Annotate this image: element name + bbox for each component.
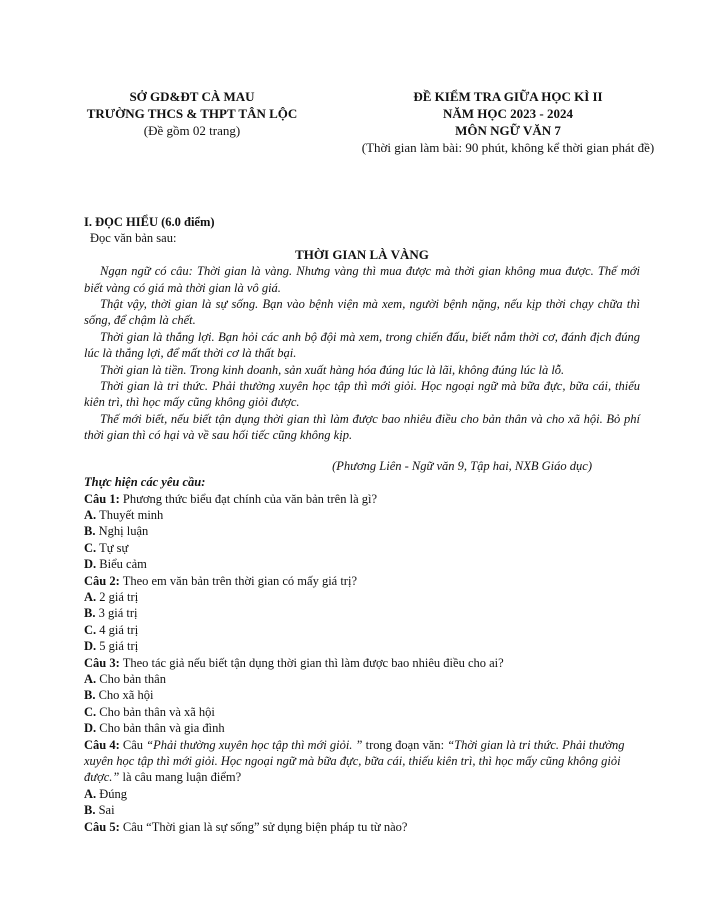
option-label: B. [84, 606, 96, 621]
option-label: B. [84, 688, 96, 703]
option-label: D. [84, 557, 97, 572]
question-text-middle: trong đoạn văn: [362, 737, 448, 752]
question-label: Câu 5: [84, 819, 120, 834]
option-label: A. [84, 671, 97, 686]
option-label: A. [84, 786, 97, 801]
question-quote: “Phải thường xuyên học tập thì mới giỏi. ” [146, 737, 363, 752]
option-b [84, 605, 640, 621]
header-left [72, 88, 312, 139]
option-text: Cho bản thân và xã hội [99, 704, 215, 719]
passage-paragraph: Thời gian là tri thức. Phải thường xuyên học tập thì mới giỏi. Học ngoại ngữ mà bữa đực, bữa cái, thiếu kiên trì, thì học mấy cũng không giỏi được. [84, 379, 640, 410]
passage-paragraph: Thời gian là thắng lợi. Bạn hỏi các anh bộ đội mà xem, trong chiến đấu, biết nắm thời cơ, đánh địch đúng lúc là thắng lợi, để mất thời cơ là thất bại. [84, 329, 640, 361]
option-a [84, 507, 640, 523]
option-text: 5 giá trị [99, 639, 139, 654]
question-label: Câu 1: [84, 491, 120, 506]
question-2 [84, 573, 640, 589]
option-text: 3 giá trị [98, 606, 138, 621]
option-a [84, 589, 640, 605]
question-label: Câu 3: [84, 655, 120, 670]
option-text: Biểu cảm [99, 557, 147, 572]
option-text: Cho bản thân và gia đình [99, 721, 225, 736]
option-a [84, 671, 640, 687]
question-label: Câu 2: [84, 573, 120, 588]
option-text: Tự sự [99, 540, 129, 555]
option-text: 4 giá trị [99, 622, 139, 637]
department-name: SỞ GD&ĐT CÀ MAU [129, 89, 255, 104]
option-text: Đúng [99, 786, 128, 801]
requirements-label: Thực hiện các yêu cầu: [84, 475, 206, 490]
option-text: Nghị luận [98, 524, 149, 539]
passage-title: THỜI GIAN LÀ VÀNG [295, 246, 429, 262]
question-text: Theo tác giả nếu biết tận dụng thời gian thì làm được bao nhiêu điều cho ai? [122, 655, 504, 670]
question-3 [84, 655, 640, 671]
option-c [84, 622, 640, 638]
option-label: C. [84, 704, 97, 719]
question-text-suffix: là câu mang luận điểm? [119, 770, 242, 785]
option-text: Cho xã hội [98, 688, 154, 703]
subject-name: MÔN NGỮ VĂN 7 [455, 123, 561, 138]
option-text: Sai [98, 803, 115, 818]
section-title: I. ĐỌC HIỂU (6.0 điểm) [84, 215, 215, 229]
question-text: Phương thức biểu đạt chính của văn bản trên là gì? [122, 491, 378, 506]
option-label: C. [84, 622, 97, 637]
exam-content [84, 214, 640, 835]
reading-passage [84, 263, 640, 443]
passage-paragraph: Ngạn ngữ có câu: Thời gian là vàng. Nhưng vàng thì mua được mà thời gian không mua được. Thế mới biết vàng có giá mà thời gian là vô giá. [84, 264, 640, 295]
option-d [84, 720, 640, 736]
option-text: Thuyết minh [99, 507, 164, 522]
exam-title: ĐỀ KIỂM TRA GIỮA HỌC KÌ II [413, 89, 603, 104]
question-passage-quote: “Thời gian là tri thức. Phải thường xuyên học tập thì mới giỏi. Học ngoại ngữ mà bữa đực, bữa cái, thiếu kiên trì, thì học mấy cũng không giỏi được.” [84, 737, 625, 785]
passage-paragraph: Thời gian là tiền. Trong kinh doanh, sản xuất hàng hóa đúng lúc là lãi, không đúng lúc là lỗ. [100, 362, 565, 377]
option-label: A. [84, 507, 97, 522]
passage-paragraph: Thật vậy, thời gian là sự sống. Bạn vào bệnh viện mà xem, người bệnh nặng, nếu kịp thời chạy chữa thì sống, để chậm là chết. [84, 297, 640, 328]
option-label: D. [84, 639, 97, 654]
question-label: Câu 4: [84, 737, 120, 752]
question-text-prefix: Câu [122, 737, 147, 752]
option-b [84, 687, 640, 703]
option-text: Cho bản thân [99, 671, 166, 686]
header-right [336, 88, 680, 156]
option-text: 2 giá trị [99, 589, 139, 604]
school-year: NĂM HỌC 2023 - 2024 [443, 106, 573, 121]
option-c [84, 704, 640, 720]
question-5 [84, 819, 640, 835]
option-label: A. [84, 589, 97, 604]
option-a [84, 786, 640, 802]
option-label: D. [84, 721, 97, 736]
reading-instruction: Đọc văn bản sau: [90, 231, 177, 246]
option-c [84, 540, 640, 556]
time-note: (Thời gian làm bài: 90 phút, không kể thời gian phát đề) [361, 140, 655, 155]
passage-paragraph: Thế mới biết, nếu biết tận dụng thời gian thì làm được bao nhiêu điều cho bản thân và cho xã hội. Bỏ phí thời gian thì có hại và về sau hối tiếc cũng không kịp. [84, 411, 640, 443]
passage-source: (Phương Liên - Ngữ văn 9, Tập hai, NXB Giáo dục) [332, 458, 592, 473]
option-label: C. [84, 540, 97, 555]
option-d [84, 556, 640, 572]
question-4 [84, 737, 640, 786]
option-label: B. [84, 524, 96, 539]
option-label: B. [84, 803, 96, 818]
option-d [84, 638, 640, 654]
page-count-note: (Đề gồm 02 trang) [143, 123, 241, 138]
question-text: Theo em văn bản trên thời gian có mấy giá trị? [122, 573, 357, 588]
option-b [84, 802, 640, 818]
school-name: TRƯỜNG THCS & THPT TÂN LỘC [86, 106, 298, 121]
question-text: Câu “Thời gian là sự sống” sử dụng biện pháp tu từ nào? [122, 819, 408, 834]
question-1 [84, 491, 640, 507]
option-b [84, 523, 640, 539]
